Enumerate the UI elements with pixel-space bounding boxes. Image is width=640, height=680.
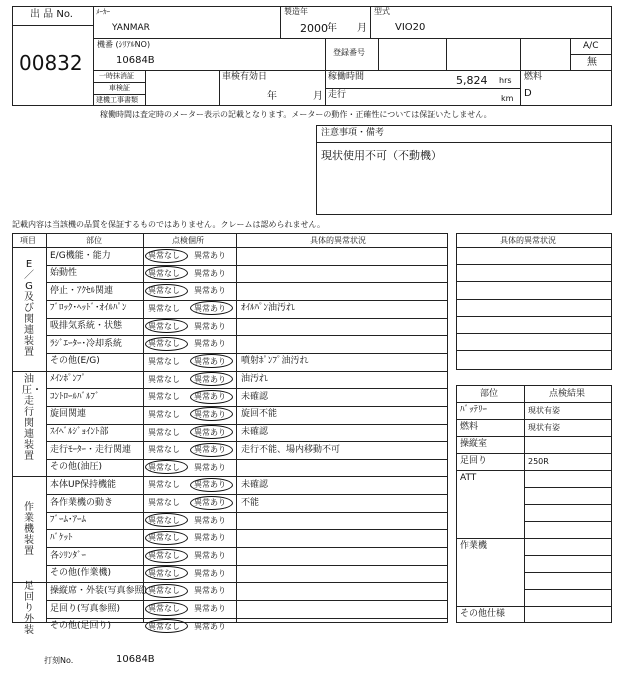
inspection-expiry-label: 車検有効日 xyxy=(222,72,268,82)
hours-note: 稼働時間は査定時のメーター表示の記載となります。メーターの動作・正確性については保証いたしません。 xyxy=(100,110,492,119)
option-abnormal: 異常あり xyxy=(194,251,226,260)
notes-title: 注意事項・備考 xyxy=(321,128,385,138)
registration-label: 登録番号 xyxy=(333,48,365,57)
stamp-label: 打刻No. xyxy=(44,656,74,665)
header-block xyxy=(12,6,612,106)
option-abnormal: 異常あり xyxy=(194,392,226,402)
part-label: 走行ﾓｰﾀｰ・走行関連 xyxy=(50,444,132,455)
group-label: E／G及び関連装置 xyxy=(24,259,34,359)
result-circle xyxy=(145,602,188,616)
maker-label: ﾒｰｶｰ xyxy=(96,8,110,16)
serial-label: 機番 (ｼﾘｱﾙNO) xyxy=(97,40,151,49)
result-part: 燃料 xyxy=(460,422,479,432)
year-label: 製造年 xyxy=(284,7,308,16)
part-label: 各作業機の動き xyxy=(50,497,114,508)
result-circle xyxy=(145,284,188,298)
header-check: 点検個所 xyxy=(172,236,204,245)
detail-text: 未確認 xyxy=(241,391,269,402)
option-abnormal: 異常あり xyxy=(194,621,226,631)
option-normal: 異常なし xyxy=(148,356,180,366)
option-normal: 異常なし xyxy=(148,409,180,419)
travel-label: 走行 xyxy=(328,90,347,100)
result-value: 250R xyxy=(528,457,549,466)
option-normal: 異常なし xyxy=(148,621,180,631)
option-normal: 異常なし xyxy=(148,498,180,508)
part-label: E/G機能・能力 xyxy=(50,250,111,261)
result-circle xyxy=(190,496,233,510)
option-abnormal: 異常あり xyxy=(194,339,226,349)
option-normal: 異常なし xyxy=(148,427,180,437)
result-value: 現状有姿 xyxy=(528,423,560,432)
hours-unit: hrs xyxy=(499,76,512,85)
hours-value: 5,824 xyxy=(456,74,488,87)
header-detail: 具体的異常状況 xyxy=(310,236,366,245)
part-label: ﾊﾞｹｯﾄ xyxy=(50,532,73,543)
result-circle xyxy=(145,337,188,351)
part-label: その他(E/G) xyxy=(50,356,100,367)
result-circle xyxy=(145,549,188,563)
header-part: 部位 xyxy=(86,236,102,245)
part-label: その他(作業機) xyxy=(50,568,112,579)
right-result-header: 点検結果 xyxy=(549,389,586,399)
part-label: 足回り(写真参照) xyxy=(50,603,121,614)
part-label: ﾒｲﾝﾎﾟﾝﾌﾟ xyxy=(50,374,87,385)
part-label: 旋回関連 xyxy=(50,409,87,420)
ac-value: 無 xyxy=(587,57,597,68)
result-circle xyxy=(190,425,233,439)
detail-text: ｵｲﾙﾊﾟﾝ油汚れ xyxy=(241,303,296,314)
disclaimer: 記載内容は当該機の品質を保証するものではありません。クレームは認められません。 xyxy=(12,220,325,229)
option-abnormal: 異常あり xyxy=(194,586,226,596)
fuel-label: 燃料 xyxy=(524,72,543,82)
option-normal: 異常なし xyxy=(148,286,180,296)
header-category: 項目 xyxy=(20,236,36,245)
option-normal: 異常なし xyxy=(148,251,180,260)
option-abnormal: 異常あり xyxy=(194,604,226,613)
result-circle xyxy=(145,319,188,333)
maker-value: YANMAR xyxy=(112,23,150,33)
year-value: 2000 xyxy=(300,22,328,35)
option-normal: 異常なし xyxy=(148,533,180,543)
fuel-value: D xyxy=(524,88,532,99)
result-part: ﾊﾞｯﾃﾘｰ xyxy=(460,405,488,415)
result-part: ATT xyxy=(460,473,477,483)
option-abnormal: 異常あり xyxy=(194,480,226,490)
result-circle xyxy=(145,619,188,633)
result-circle xyxy=(190,443,233,457)
option-abnormal: 異常あり xyxy=(194,303,226,313)
inspection-year-unit: 年 xyxy=(267,91,277,102)
option-abnormal: 異常あり xyxy=(194,286,226,296)
option-normal: 異常なし xyxy=(148,321,180,331)
part-label: ﾗｼﾞｴｰﾀｰ･冷却系統 xyxy=(50,338,123,349)
result-circle xyxy=(190,372,233,386)
result-part: その他仕様 xyxy=(460,609,506,619)
serial-value: 10684B xyxy=(116,55,155,66)
option-abnormal: 異常あり xyxy=(194,321,226,331)
part-label: 本体UP保持機能 xyxy=(50,479,117,490)
option-normal: 異常なし xyxy=(148,339,180,349)
inspection-cert-label: 車検証 xyxy=(109,84,130,92)
part-label: 始動性 xyxy=(50,268,78,279)
result-part: 操縦室 xyxy=(460,439,488,449)
hours-label: 稼働時間 xyxy=(328,72,365,82)
inspection-month-unit: 月 xyxy=(313,91,323,102)
right-detail-title: 具体的異常状況 xyxy=(500,236,556,245)
group-label: 作業機装置 xyxy=(24,501,34,557)
option-normal: 異常なし xyxy=(148,515,180,525)
model-value: VIO20 xyxy=(395,22,426,33)
option-normal: 異常なし xyxy=(148,462,180,472)
option-abnormal: 異常あり xyxy=(194,356,226,366)
detail-text: 未確認 xyxy=(241,479,269,490)
notes-content: 現状使用不可（不動機） xyxy=(321,149,442,162)
year-unit: 年 xyxy=(327,23,337,34)
result-part: 作業機 xyxy=(460,541,488,551)
option-abnormal: 異常あり xyxy=(194,551,226,561)
right-part-header: 部位 xyxy=(480,389,499,399)
option-abnormal: 異常あり xyxy=(194,568,226,578)
lot-number: 00832 xyxy=(19,51,83,75)
option-abnormal: 異常あり xyxy=(194,268,226,278)
option-abnormal: 異常あり xyxy=(194,533,226,543)
result-value: 現状有姿 xyxy=(528,406,560,415)
result-circle xyxy=(145,584,188,598)
part-label: ﾌﾞｰﾑ･ｱｰﾑ xyxy=(50,515,87,526)
detail-text: 走行不能、場内移動不可 xyxy=(241,444,341,455)
option-normal: 異常なし xyxy=(148,268,180,278)
model-label: 型式 xyxy=(374,7,390,16)
option-abnormal: 異常あり xyxy=(194,374,226,384)
option-abnormal: 異常あり xyxy=(194,409,226,419)
option-normal: 異常なし xyxy=(148,568,180,578)
option-abnormal: 異常あり xyxy=(194,462,226,472)
month-unit: 月 xyxy=(357,23,367,34)
work-cert-label: 建機工事書類 xyxy=(96,96,138,104)
option-normal: 異常なし xyxy=(148,374,180,384)
result-circle xyxy=(190,390,233,404)
option-normal: 異常なし xyxy=(148,480,180,490)
notes-box xyxy=(316,125,612,215)
part-label: 吸排気系統・状態 xyxy=(50,321,123,332)
option-abnormal: 異常あり xyxy=(194,515,226,525)
group-label: 油圧・走行関連装置 xyxy=(22,374,42,462)
part-label: 停止・ｱｸｾﾙ関連 xyxy=(50,285,114,296)
detail-text: 未確認 xyxy=(241,427,269,437)
option-abnormal: 異常あり xyxy=(194,445,226,455)
option-normal: 異常なし xyxy=(148,445,180,455)
detail-text: 噴射ﾎﾟﾝﾌﾟ油汚れ xyxy=(241,356,309,367)
option-normal: 異常なし xyxy=(148,303,180,313)
result-circle xyxy=(190,478,233,492)
part-label: ｽｲﾍﾞﾙｼﾞｮｲﾝﾄ部 xyxy=(50,427,109,437)
travel-unit: km xyxy=(501,94,514,103)
option-normal: 異常なし xyxy=(148,586,180,596)
group-label: 足回り外装 xyxy=(24,581,34,637)
part-label: ﾌﾞﾛｯｸ･ﾍｯﾄﾞ･ｵｲﾙﾊﾟﾝ xyxy=(50,303,127,314)
part-label: 操縦席・外装(写真参照) xyxy=(50,585,148,596)
option-normal: 異常なし xyxy=(148,604,180,613)
lot-no-label: 出 品 No. xyxy=(30,9,73,20)
option-normal: 異常なし xyxy=(148,551,180,561)
result-part: 足回り xyxy=(460,456,488,466)
temp-permit-label: 一時抹消証 xyxy=(99,72,134,80)
part-label: その他(足回り) xyxy=(50,621,112,632)
detail-text: 油汚れ xyxy=(241,374,269,385)
result-circle xyxy=(145,249,188,263)
detail-text: 不能 xyxy=(241,497,260,508)
detail-text: 旋回不能 xyxy=(241,409,278,420)
option-normal: 異常なし xyxy=(148,392,180,402)
option-abnormal: 異常あり xyxy=(194,427,226,437)
option-abnormal: 異常あり xyxy=(194,498,226,508)
part-label: 各ｼﾘﾝﾀﾞｰ xyxy=(50,550,87,561)
result-circle xyxy=(145,531,188,545)
ac-label: A/C xyxy=(583,41,599,51)
part-label: その他(油圧) xyxy=(50,462,103,473)
part-label: ｺﾝﾄﾛｰﾙﾊﾞﾙﾌﾞ xyxy=(50,391,100,402)
stamp-value: 10684B xyxy=(116,654,155,665)
